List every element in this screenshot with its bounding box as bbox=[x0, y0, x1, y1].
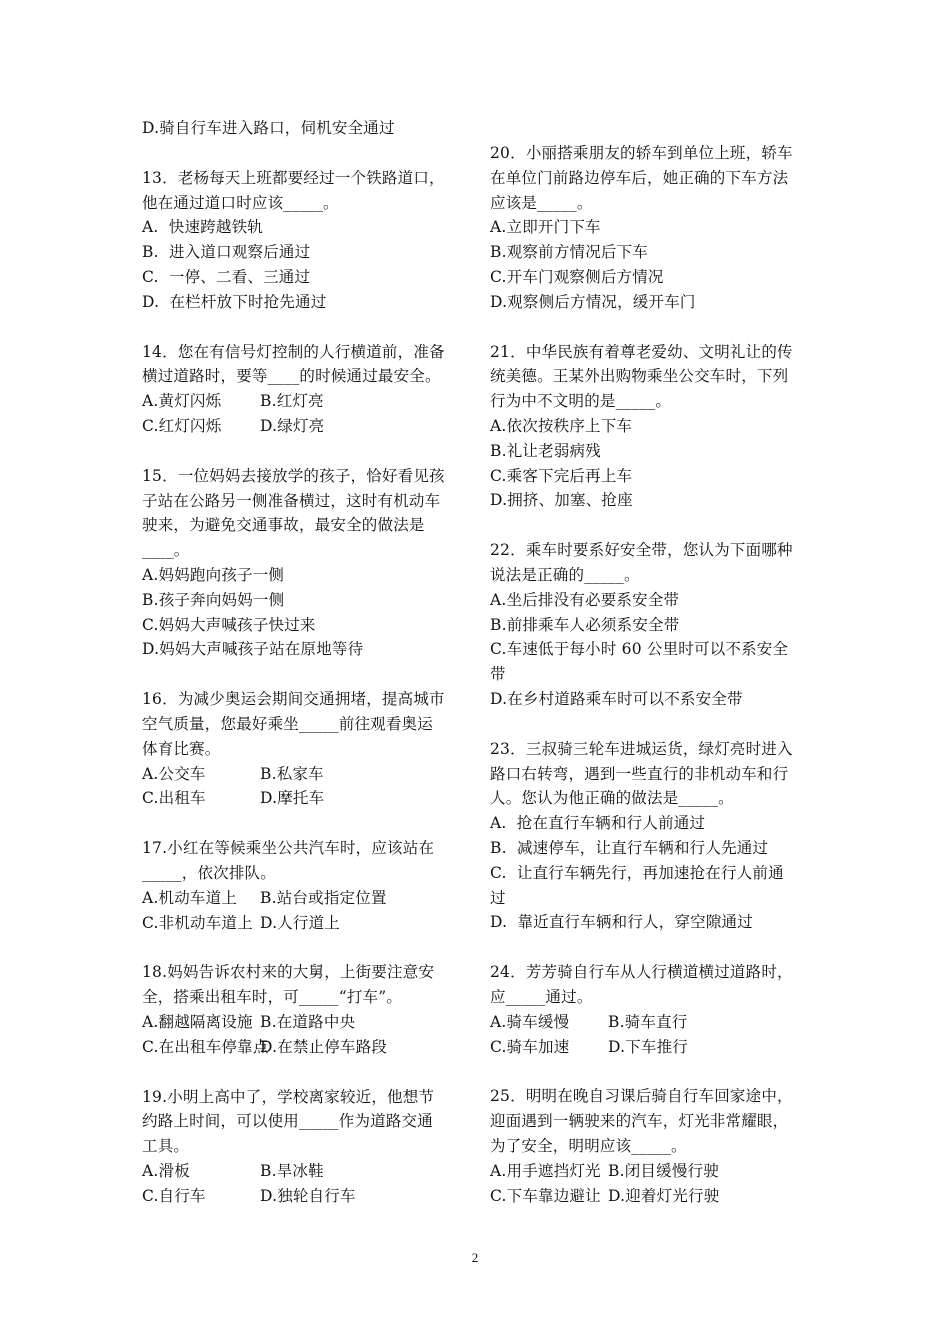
option-line: B.孩子奔向妈妈一侧 bbox=[142, 590, 285, 609]
option-row bbox=[142, 1186, 356, 1206]
option-text: D.独轮自行车 bbox=[260, 1186, 356, 1205]
question-line: 驶来，为避免交通事故，最安全的做法是 bbox=[142, 516, 425, 535]
option-line: A.依次按秩序上下车 bbox=[490, 417, 633, 435]
option-row bbox=[142, 788, 324, 808]
question-line: 17.小红在等候乘坐公共汽车时，应该站在 bbox=[142, 839, 435, 858]
question-line: 子站在公路另一侧准备横过，这时有机动车 bbox=[142, 491, 441, 510]
option-row bbox=[490, 1161, 719, 1181]
option-line: B.观察前方情况后下车 bbox=[490, 243, 649, 262]
option-row bbox=[142, 913, 340, 933]
option-line: C.开车门观察侧后方情况 bbox=[490, 268, 664, 286]
option-row bbox=[490, 1012, 688, 1032]
question-line: 体育比赛。 bbox=[142, 739, 221, 758]
option-text: B.骑车直行 bbox=[608, 1012, 688, 1031]
option-row bbox=[142, 1161, 324, 1181]
option-line: A. 快速跨越铁轨 bbox=[142, 218, 263, 237]
question-line: 13．老杨每天上班都要经过一个铁路道口， bbox=[142, 168, 445, 187]
option-text: C.红灯闪烁 bbox=[142, 417, 222, 435]
option-line: A.立即开门下车 bbox=[490, 218, 601, 237]
page-number: 2 bbox=[471, 1250, 479, 1265]
option-row bbox=[142, 391, 324, 411]
question-line: 22．乘车时要系好安全带，您认为下面哪种 bbox=[490, 541, 793, 560]
option-text: D.在禁止停车路段 bbox=[260, 1037, 388, 1056]
option-text: A.黄灯闪烁 bbox=[142, 392, 222, 411]
question-line: 为了安全，明明应该_____。 bbox=[490, 1137, 687, 1155]
option-line: A.坐后排没有必要系安全带 bbox=[490, 590, 680, 609]
option-line: 带 bbox=[490, 665, 506, 684]
option-line: D.拥挤、加塞、抢座 bbox=[490, 491, 633, 510]
question-line: 行为中不文明的是_____。 bbox=[490, 392, 672, 411]
option-row bbox=[142, 1012, 355, 1032]
option-text: A.骑车缓慢 bbox=[490, 1012, 570, 1031]
option-text: D.人行道上 bbox=[260, 913, 341, 932]
question-line: 15．一位妈妈去接放学的孩子，恰好看见孩 bbox=[142, 466, 445, 485]
question-line: 说法是正确的_____。 bbox=[490, 566, 640, 584]
question-line: 24．芳芳骑自行车从人行横道横过道路时， bbox=[490, 963, 793, 982]
question-line: 工具。 bbox=[142, 1137, 190, 1156]
option-line: C. 一停、二看、三通过 bbox=[142, 268, 311, 286]
question-line: 横过道路时，要等____的时候通过最安全。 bbox=[142, 367, 441, 386]
question-line: 在单位门前路边停车后，她正确的下车方法 bbox=[490, 168, 789, 187]
option-text: B.站台或指定位置 bbox=[260, 888, 387, 907]
option-line: D.观察侧后方情况，缓开车门 bbox=[490, 292, 696, 311]
option-line: C.乘客下完后再上车 bbox=[490, 466, 633, 485]
option-text: B.红灯亮 bbox=[260, 392, 324, 411]
question-line: 14．您在有信号灯控制的人行横道前，准备 bbox=[142, 342, 445, 361]
option-row bbox=[490, 1037, 688, 1057]
option-text: A.滑板 bbox=[142, 1162, 190, 1180]
option-text: C.下车靠边避让 bbox=[490, 1186, 601, 1205]
option-text: C.非机动车道上 bbox=[142, 913, 253, 932]
option-text: D.迎着灯光行驶 bbox=[608, 1186, 720, 1205]
option-line: B. 进入道口观察后通过 bbox=[142, 243, 311, 262]
question-line: 统美德。王某外出购物乘坐公交车时，下列 bbox=[490, 367, 789, 386]
option-text: D.摩托车 bbox=[260, 789, 325, 808]
option-text: A.用手遮挡灯光 bbox=[490, 1161, 601, 1180]
option-line: A.妈妈跑向孩子一侧 bbox=[142, 566, 285, 584]
option-row bbox=[142, 416, 324, 436]
option-row bbox=[142, 1037, 387, 1057]
option-text: D.绿灯亮 bbox=[260, 417, 325, 435]
question-line: 迎面遇到一辆驶来的汽车，灯光非常耀眼， bbox=[490, 1112, 789, 1131]
question-line: 约路上时间，可以使用_____作为道路交通 bbox=[142, 1112, 433, 1131]
question-line: 全，搭乘出租车时，可_____“打车”。 bbox=[142, 988, 403, 1007]
question-line: 空气质量，您最好乘坐_____前往观看奥运 bbox=[142, 715, 433, 733]
option-line: D. 在栏杆放下时抢先通过 bbox=[142, 292, 327, 311]
question-line: 他在通过道口时应该_____。 bbox=[142, 193, 339, 212]
option-line: C.车速低于每小时 60 公里时可以不系安全 bbox=[490, 640, 789, 659]
option-line: B.前排乘车人必须系安全带 bbox=[490, 615, 680, 634]
option-text: D.下车推行 bbox=[608, 1037, 689, 1056]
option-line: A. 抢在直行车辆和行人前通过 bbox=[490, 814, 706, 833]
option-text: B.闭目缓慢行驶 bbox=[608, 1161, 719, 1180]
question-line: 应该是_____。 bbox=[490, 193, 593, 212]
option-line: C. 让直行车辆先行，再加速抢在行人前通 bbox=[490, 863, 784, 882]
question-line: 20．小丽搭乘朋友的轿车到单位上班，轿车 bbox=[490, 144, 793, 162]
question-line: 21．中华民族有着尊老爱幼、文明礼让的传 bbox=[490, 342, 793, 361]
option-line: B.礼让老弱病残 bbox=[490, 441, 601, 460]
question-line: 16．为减少奥运会期间交通拥堵，提高城市 bbox=[142, 690, 445, 709]
option-text: A.翻越隔离设施 bbox=[142, 1013, 253, 1031]
question-line: 人。您认为他正确的做法是_____。 bbox=[490, 789, 734, 808]
option-text: C.自行车 bbox=[142, 1186, 206, 1205]
question-line: 应_____通过。 bbox=[490, 988, 593, 1006]
option-text: C.出租车 bbox=[142, 789, 206, 808]
question-line: 25．明明在晚自习课后骑自行车回家途中， bbox=[490, 1087, 793, 1106]
option-text: C.在出租车停靠点 bbox=[142, 1037, 269, 1056]
option-text: B.旱冰鞋 bbox=[260, 1162, 324, 1180]
option-line: 过 bbox=[490, 888, 506, 907]
option-text: B.在道路中央 bbox=[260, 1013, 356, 1031]
option-line: B. 减速停车，让直行车辆和行人先通过 bbox=[490, 839, 769, 857]
option-text: A.机动车道上 bbox=[142, 888, 238, 907]
question-line: _____，依次排队。 bbox=[142, 864, 276, 882]
question-line: ____。 bbox=[142, 541, 190, 560]
option-row bbox=[490, 1186, 719, 1206]
option-text: B.私家车 bbox=[260, 764, 324, 783]
option-row bbox=[142, 888, 387, 908]
option-line: C.妈妈大声喊孩子快过来 bbox=[142, 615, 316, 634]
option-line: D.妈妈大声喊孩子站在原地等待 bbox=[142, 640, 364, 659]
option-text: C.骑车加速 bbox=[490, 1037, 570, 1056]
question-line: 路口右转弯，遇到一些直行的非机动车和行 bbox=[490, 764, 789, 783]
question-line: 19.小明上高中了，学校离家较近，他想节 bbox=[142, 1087, 435, 1106]
option-line: D.在乡村道路乘车时可以不系安全带 bbox=[490, 690, 743, 708]
option-text: A.公交车 bbox=[142, 764, 206, 783]
question-line: 18.妈妈告诉农村来的大舅，上街要注意安 bbox=[142, 963, 435, 982]
question-line: 23．三叔骑三轮车进城运货，绿灯亮时进入 bbox=[490, 739, 793, 758]
option-line: D.骑自行车进入路口，伺机安全通过 bbox=[142, 119, 395, 137]
option-line: D. 靠近直行车辆和行人，穿空隙通过 bbox=[490, 913, 753, 932]
option-row bbox=[142, 764, 324, 784]
